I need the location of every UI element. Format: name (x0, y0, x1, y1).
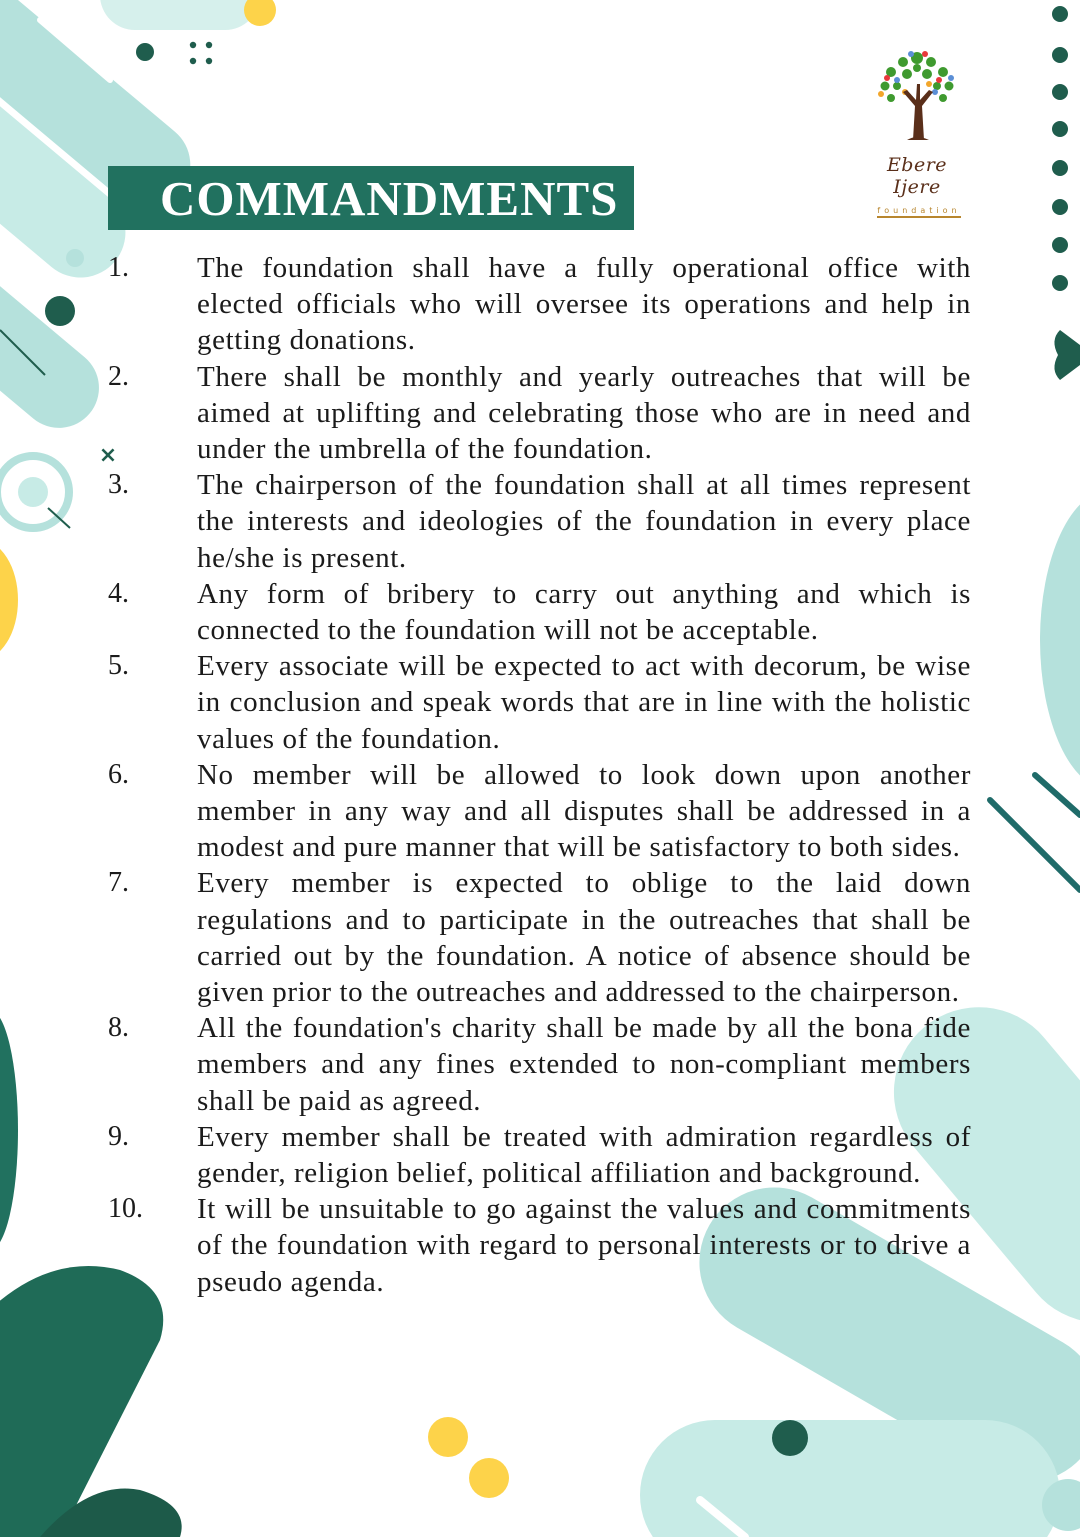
list-item (0, 1119, 971, 1191)
item-text: Every associate will be expected to act with decorum, be wise in conclusion and speak words that are in line with the holistic values of the foundation. (197, 650, 971, 755)
item-number: 10. (108, 1193, 143, 1225)
list-item (0, 865, 971, 1010)
svg-text:×: × (98, 443, 118, 468)
item-text: There shall be monthly and yearly outreaches that will be aimed at uplifting and celebrating those who are in need and under the umbrella of the foundation. (197, 360, 971, 466)
item-text: Every member is expected to oblige to the laid down regulations and to participate in the outreaches that shall be carried out by the foundation. A notice of absence should be given prior to the outreaches and addressed to the chairperson. (197, 867, 971, 1009)
list-item (0, 467, 971, 576)
item-number: 4. (108, 577, 129, 609)
list-item (0, 359, 971, 468)
title-banner (108, 166, 634, 230)
page-title: COMMANDMENTS (160, 171, 619, 226)
item-number: 6. (108, 758, 129, 790)
list-item (0, 1191, 971, 1300)
item-number: 7. (108, 867, 129, 899)
list-item (0, 576, 971, 648)
item-text: No member will be allowed to look down upon another member in any way and all disputes shall be addressed in a modest and pure manner that will be satisfactory to both sides. (197, 758, 971, 864)
item-text: Every member shall be treated with admiration regardless of gender, religion belief, political affiliation and background. (197, 1120, 971, 1190)
logo-name: Ebere Ijere (886, 154, 948, 198)
item-text: The chairperson of the foundation shall at all times represent the interests and ideologies of the foundation in every place he/she is present. (197, 469, 971, 574)
tree-logo-icon (867, 40, 967, 148)
item-number: 1. (108, 252, 129, 283)
item-number: 9. (108, 1120, 129, 1152)
commandments-list (0, 250, 971, 1300)
item-text: It will be unsuitable to go against the values and commitments of the foundation with regard to personal interests or to drive a pseudo agenda. (197, 1193, 971, 1298)
item-text: All the foundation's charity shall be made by all the bona fide members and any fines extended to non-compliant members shall be paid as agreed. (197, 1012, 971, 1117)
logo-subtitle: foundation (877, 206, 960, 218)
list-item (0, 250, 971, 359)
item-number: 8. (108, 1012, 129, 1044)
item-number: 5. (108, 650, 129, 682)
list-item (0, 757, 971, 866)
list-item (0, 1010, 971, 1119)
list-item (0, 648, 971, 757)
foundation-logo (862, 40, 972, 218)
item-text: The foundation shall have a fully operational office with elected officials who will oversee its operations and help in getting donations. (197, 252, 971, 357)
item-text: Any form of bribery to carry out anything and which is connected to the foundation will not be acceptable. (197, 577, 971, 647)
item-number: 3. (108, 469, 129, 501)
item-number: 2. (108, 360, 129, 392)
